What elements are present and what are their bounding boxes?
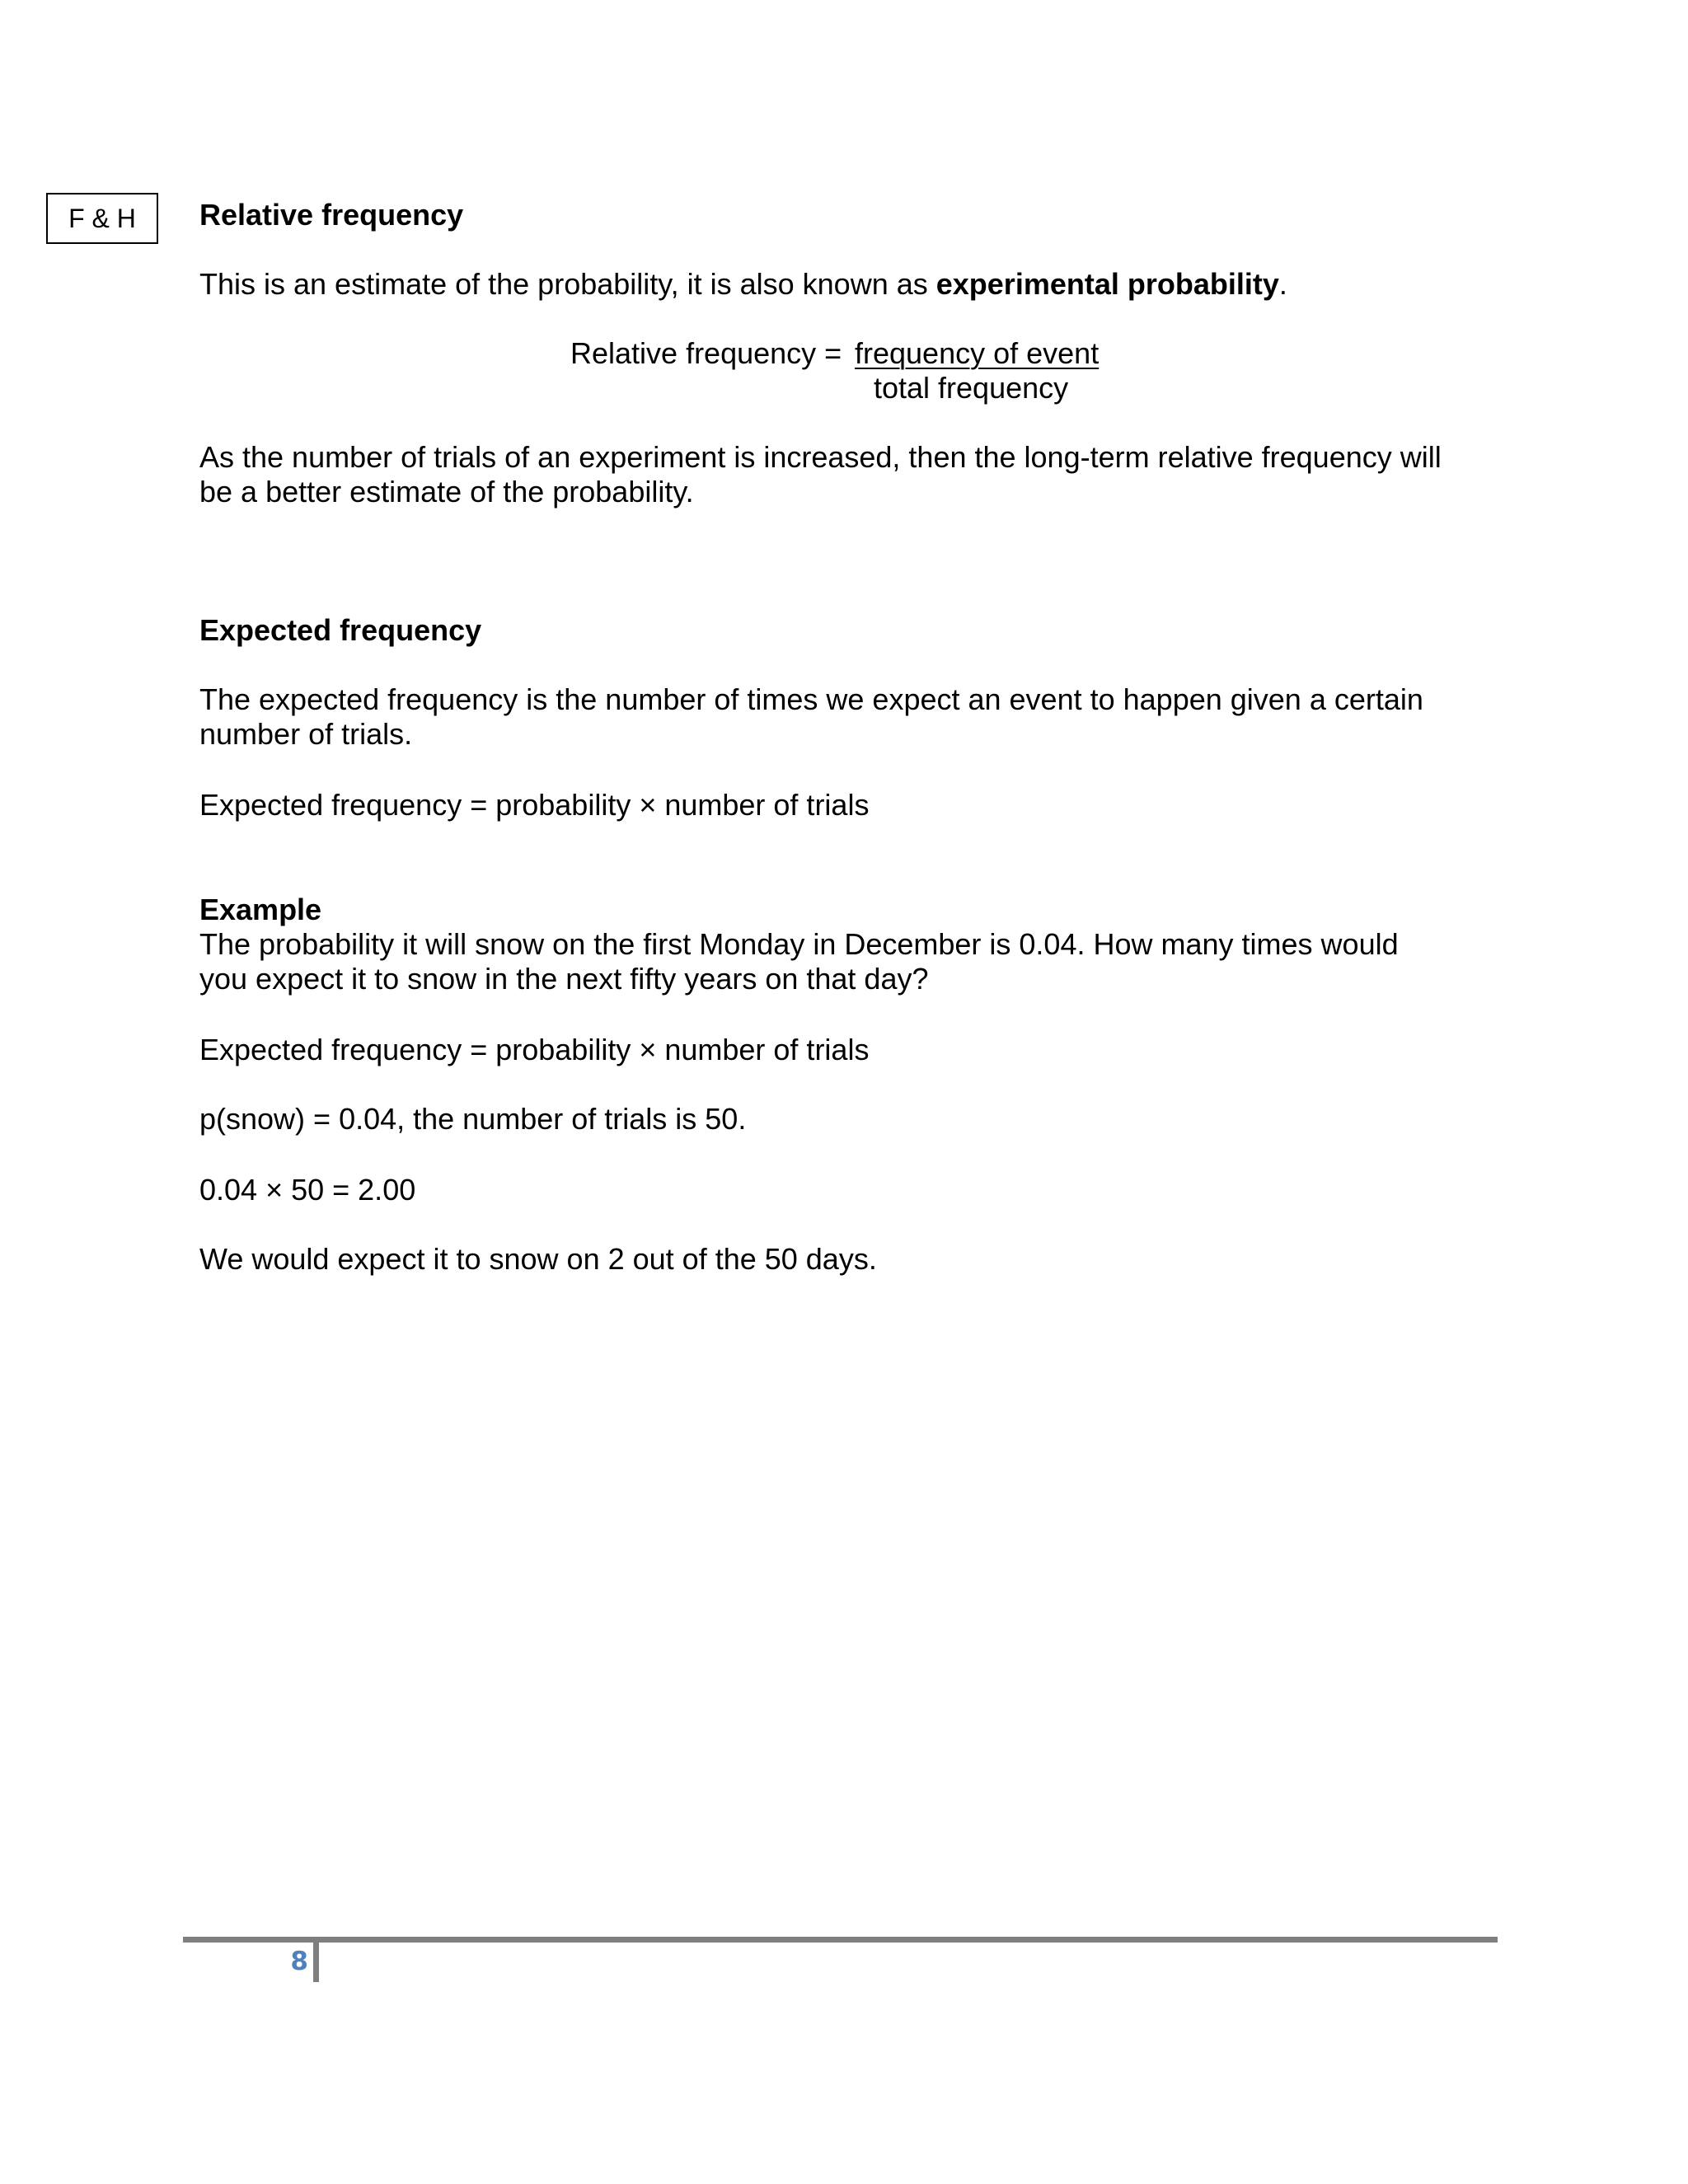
intro-text: This is an estimate of the probability, it is also known as — [199, 267, 936, 301]
relative-frequency-heading: Relative frequency — [199, 198, 464, 232]
formula-numerator: frequency of event — [855, 336, 1100, 370]
expected-frequency-formula: Expected frequency = probability × number of trials — [199, 788, 870, 822]
example-step2: p(snow) = 0.04, the number of trials is 50. — [199, 1102, 747, 1136]
page-number: 8 — [290, 1947, 308, 1976]
example-question-line2: you expect it to snow in the next fifty years on that day? — [199, 962, 929, 996]
example-question-line1: The probability it will snow on the first Monday in December is 0.04. How many times would — [199, 927, 1399, 961]
footer-divider-tick — [313, 1937, 319, 1982]
tier-label-box — [46, 193, 158, 244]
example-heading: Example — [199, 893, 322, 926]
example-conclusion: We would expect it to snow on 2 out of the 50 days. — [199, 1242, 877, 1276]
example-step1: Expected frequency = probability × number of trials — [199, 1033, 870, 1066]
relative-frequency-para-line2: be a better estimate of the probability. — [199, 475, 694, 509]
intro-bold-term: experimental probability — [935, 267, 1279, 301]
formula-lhs: Relative frequency = — [570, 336, 842, 370]
expected-frequency-def-line1: The expected frequency is the number of times we expect an event to happen given a certain — [199, 682, 1423, 716]
intro-end: . — [1278, 267, 1287, 301]
expected-frequency-def-line2: number of trials. — [199, 717, 413, 751]
relative-frequency-intro — [199, 267, 1287, 302]
formula-denominator: total frequency — [874, 371, 1069, 405]
example-step3: 0.04 × 50 = 2.00 — [199, 1173, 416, 1207]
expected-frequency-heading: Expected frequency — [199, 613, 482, 647]
relative-frequency-para-line1: As the number of trials of an experiment is increased, then the long-term relative frequency will — [199, 440, 1442, 474]
tier-label: F & H — [68, 204, 136, 233]
footer-rule — [183, 1937, 1498, 1943]
